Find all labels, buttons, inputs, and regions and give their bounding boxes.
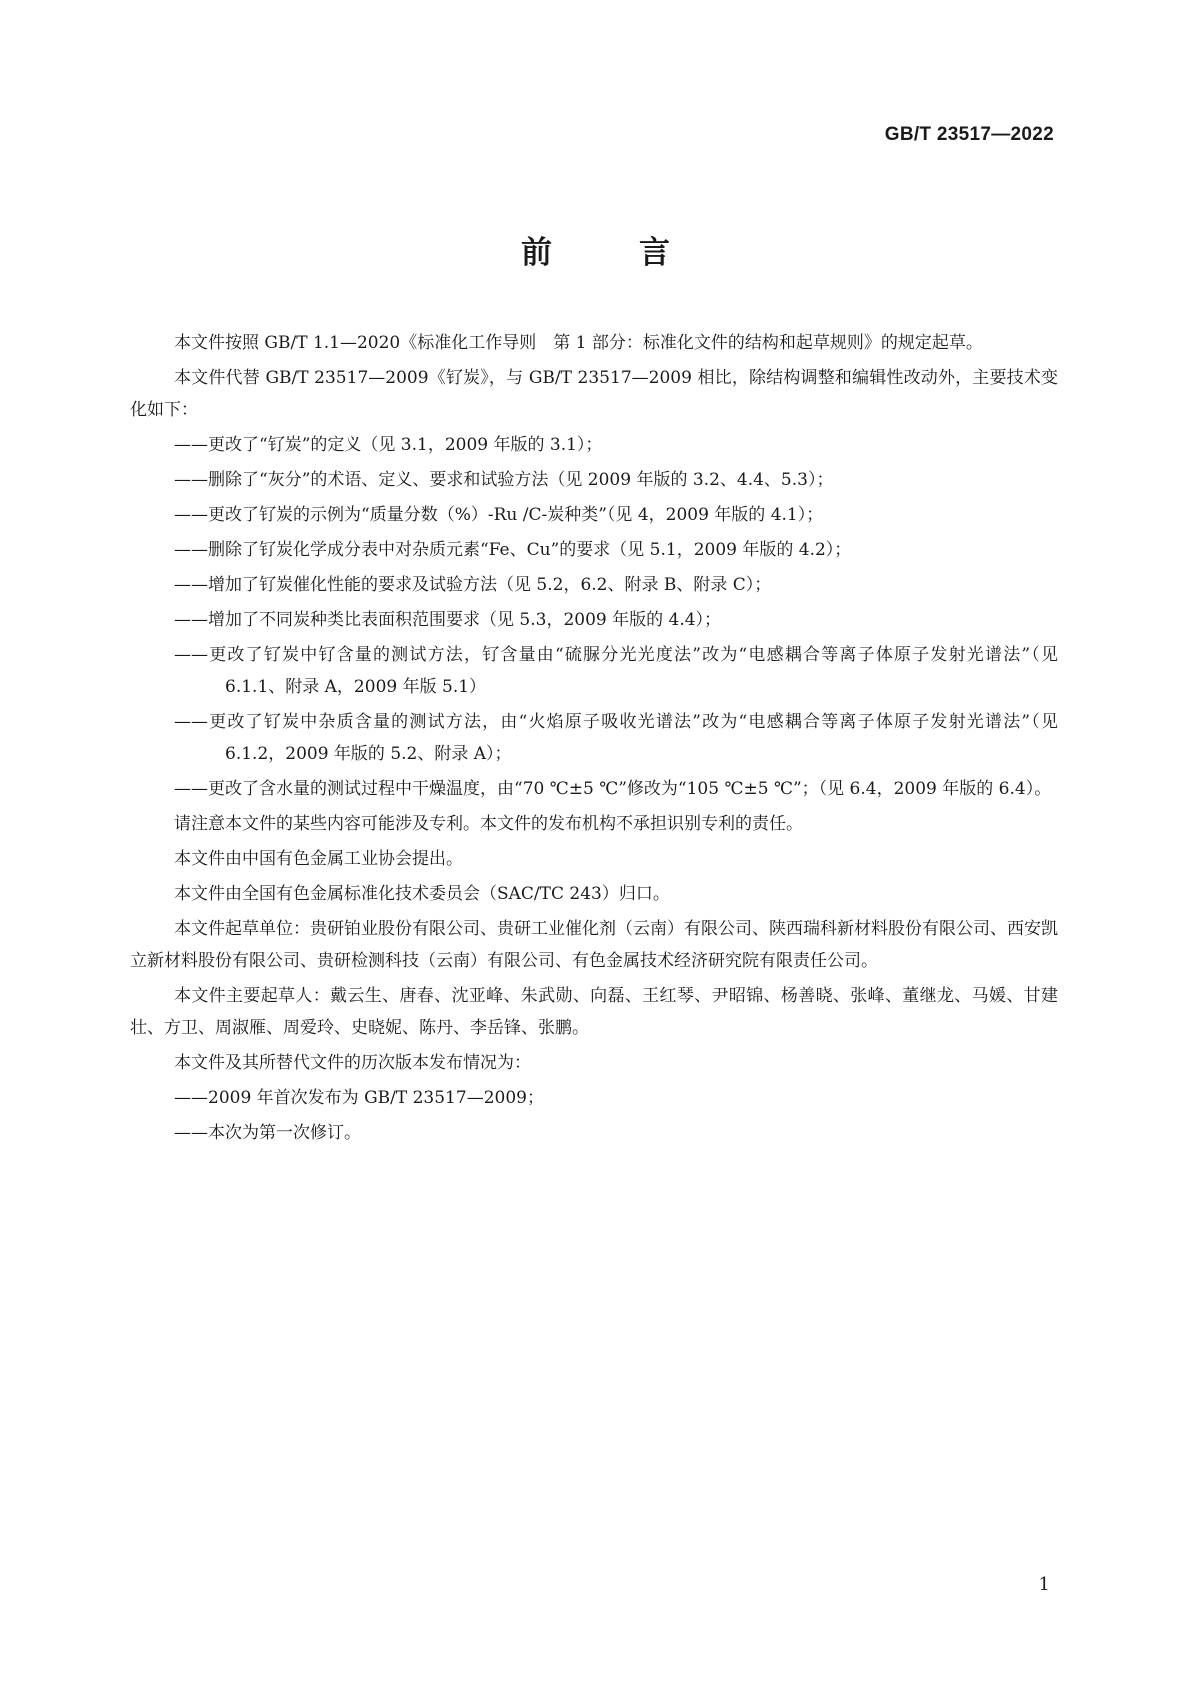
drafting-units: 本文件起草单位：贵研铂业股份有限公司、贵研工业催化剂（云南）有限公司、陕西瑞科新材料股份有限公司、西安凯立新材料股份有限公司、贵研检测科技（云南）有限公司、有色金属技术经济研究院有限责任公司。 <box>130 919 1058 971</box>
history-item: ——本次为第一次修订。 <box>174 1123 361 1143</box>
page-title: 前 言 <box>521 235 698 271</box>
change-item: ——删除了“灰分”的术语、定义、要求和试验方法（见 2009 年版的 3.2、4.4、5.3）； <box>174 470 834 490</box>
change-item: ——删除了钌炭化学成分表中对杂质元素“Fe、Cu”的要求（见 5.1，2009 年版的 4.2）； <box>174 540 852 560</box>
intro-paragraph: 本文件代替 GB/T 23517—2009《钌炭》，与 GB/T 23517—2009 相比，除结构调整和编辑性改动外，主要技术变化如下： <box>130 368 1058 420</box>
intro-paragraph: 本文件按照 GB/T 1.1—2020《标准化工作导则 第 1 部分：标准化文件的结构和起草规则》的规定起草。 <box>174 333 983 353</box>
change-item: ——更改了钌炭的示例为“质量分数（%）-Ru /C-炭种类”（见 4，2009 年版的 4.1）； <box>174 505 824 525</box>
committee-statement: 本文件由全国有色金属标准化技术委员会（SAC/TC 243）归口。 <box>174 884 670 904</box>
change-item: ——更改了钌炭中杂质含量的测试方法，由“火焰原子吸收光谱法”改为“电感耦合等离子体原子发射光谱法”（见 6.1.2，2009 年版的 5.2、附录 A）； <box>174 712 1058 764</box>
patent-notice: 请注意本文件的某些内容可能涉及专利。本文件的发布机构不承担识别专利的责任。 <box>174 814 803 834</box>
foreword-body <box>130 327 1058 1152</box>
version-history-intro: 本文件及其所替代文件的历次版本发布情况为： <box>174 1053 531 1073</box>
history-item: ——2009 年首次发布为 GB/T 23517—2009； <box>174 1088 544 1108</box>
standard-number: GB/T 23517—2022 <box>884 124 1054 145</box>
change-item: ——更改了含水量的测试过程中干燥温度，由“70 ℃±5 ℃”修改为“105 ℃±5 ℃”；（见 6.4，2009 年版的 6.4）。 <box>174 779 1052 799</box>
change-item: ——更改了钌炭中钌含量的测试方法，钌含量由“硫脲分光光度法”改为“电感耦合等离子体原子发射光谱法”（见 6.1.1、附录 A，2009 年版 5.1） <box>174 645 1058 697</box>
change-item: ——更改了“钌炭”的定义（见 3.1，2009 年版的 3.1）； <box>174 435 603 455</box>
page-number: 1 <box>1038 1574 1050 1595</box>
drafters: 本文件主要起草人：戴云生、唐春、沈亚峰、朱武勋、向磊、王红琴、尹昭锦、杨善晓、张峰、董继龙、马媛、甘建壮、方卫、周淑雁、周爱玲、史晓妮、陈丹、李岳锋、张鹏。 <box>130 986 1058 1038</box>
proposer-statement: 本文件由中国有色金属工业协会提出。 <box>174 849 463 869</box>
change-item: ——增加了不同炭种类比表面积范围要求（见 5.3，2009 年版的 4.4）； <box>174 610 722 630</box>
change-item: ——增加了钌炭催化性能的要求及试验方法（见 5.2，6.2、附录 B、附录 C）； <box>174 575 772 595</box>
